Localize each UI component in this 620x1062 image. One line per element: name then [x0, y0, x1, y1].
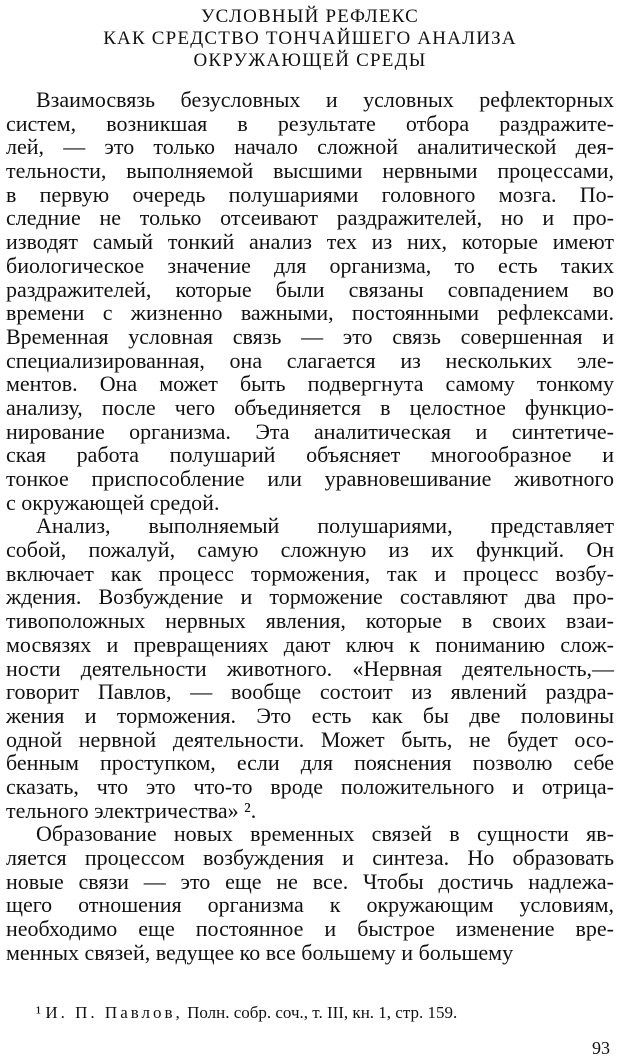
text-line: изводят самый тонкий анализ тех из них, которые имеют — [6, 229, 614, 255]
text-line: ментов. Она может быть подвергнута самому тонкому — [6, 371, 614, 397]
heading-line-1: УСЛОВНЫЙ РЕФЛЕКС — [200, 6, 419, 27]
text-line: анализу, после чего объединяется в целостное функцио- — [6, 394, 614, 420]
text-line: жения и торможения. Это есть как бы две половины — [6, 702, 614, 728]
page-number: 93 — [592, 1038, 610, 1058]
footnote-author: И. П. Павлов, — [45, 1003, 183, 1022]
text-line: раздражителей, которые были связаны совпадением во — [6, 276, 614, 302]
text-line: тельности, выполняемой высшими нервными процессами, — [6, 158, 614, 184]
text-line: ская работа полушарий объясняет многообразное и — [6, 442, 614, 468]
text-line: собой, пожалуй, самую сложную из их функций. Он — [6, 537, 614, 563]
text-line: ности деятельности животного. «Нервная деятельность,— — [6, 655, 614, 681]
text-line: биологическое значение для организма, то есть таких — [6, 252, 614, 278]
text-line: тонкое приспособление или уравновешивание животного — [6, 466, 614, 491]
paragraph — [6, 514, 614, 822]
footnote-marker: ¹ — [36, 1003, 42, 1022]
text-line: тивоположных нервных явления, которые в своих взаи- — [6, 608, 614, 634]
text-line: говорит Павлов, — вообще состоит из явлений раздра- — [6, 679, 614, 705]
heading-line-2: КАК СРЕДСТВО ТОНЧАЙШЕГО АНАЛИЗА — [103, 28, 517, 49]
text-line: систем, возникшая в результате отбора раздражите- — [6, 110, 614, 136]
text-line: бенным проступком, если для пояснения позволю себе — [6, 750, 614, 776]
body-text — [6, 88, 614, 964]
text-line: Образование новых временных связей в сущности яв- — [36, 821, 614, 847]
text-line: Временная условная связь — это связь совершенная и — [6, 323, 614, 349]
chapter-heading — [0, 6, 620, 72]
paragraph — [6, 88, 614, 514]
text-line: следние не только отсеивают раздражителей, но и про- — [6, 205, 614, 231]
text-line: ляется процессом возбуждения и синтеза. Но образовать — [6, 845, 614, 870]
text-line: специализированная, она слагается из нескольких эле- — [6, 347, 614, 373]
text-line: лей, — это только начало сложной аналитической дея- — [6, 134, 614, 160]
text-line: тельного электричества» ². — [6, 797, 257, 823]
text-line: включает как процесс торможения, так и процесс возбу- — [6, 560, 614, 586]
text-line: менных связей, ведущее ко все большему и большему — [6, 939, 514, 965]
text-line: мосвязях и превращениях дают ключ к пониманию слож- — [6, 631, 614, 657]
text-line: новые связи — это еще не все. Чтобы достичь надлежа- — [6, 868, 614, 894]
text-line: сказать, что это что-то вроде положительного и отрица- — [6, 773, 614, 799]
text-line: щего отношения организма к окружающим условиям, — [6, 892, 614, 918]
footnote-text: Полн. собр. соч., т. III, кн. 1, стр. 159. — [187, 1003, 458, 1022]
text-line: Взаимосвязь безусловных и условных рефлекторных — [36, 87, 614, 112]
text-line: с окружающей средой. — [6, 489, 220, 515]
text-line: Анализ, выполняемый полушариями, представляет — [36, 513, 614, 539]
text-line: времени с жизненно важными, постоянными рефлексами. — [6, 300, 614, 326]
text-line: нирование организма. Эта аналитическая и синтетиче- — [6, 418, 614, 444]
footnote — [36, 1003, 457, 1023]
text-line: одной нервной деятельности. Может быть, не будет осо- — [6, 726, 614, 752]
text-line: в первую очередь полушариями головного мозга. По- — [6, 181, 614, 207]
paragraph — [6, 822, 614, 964]
text-line: необходимо еще постоянное и быстрое изменение вре- — [6, 916, 614, 942]
heading-line-3: ОКРУЖАЮЩЕЙ СРЕДЫ — [193, 50, 427, 71]
text-line: ждения. Возбуждение и торможение составляют два про- — [6, 584, 614, 610]
